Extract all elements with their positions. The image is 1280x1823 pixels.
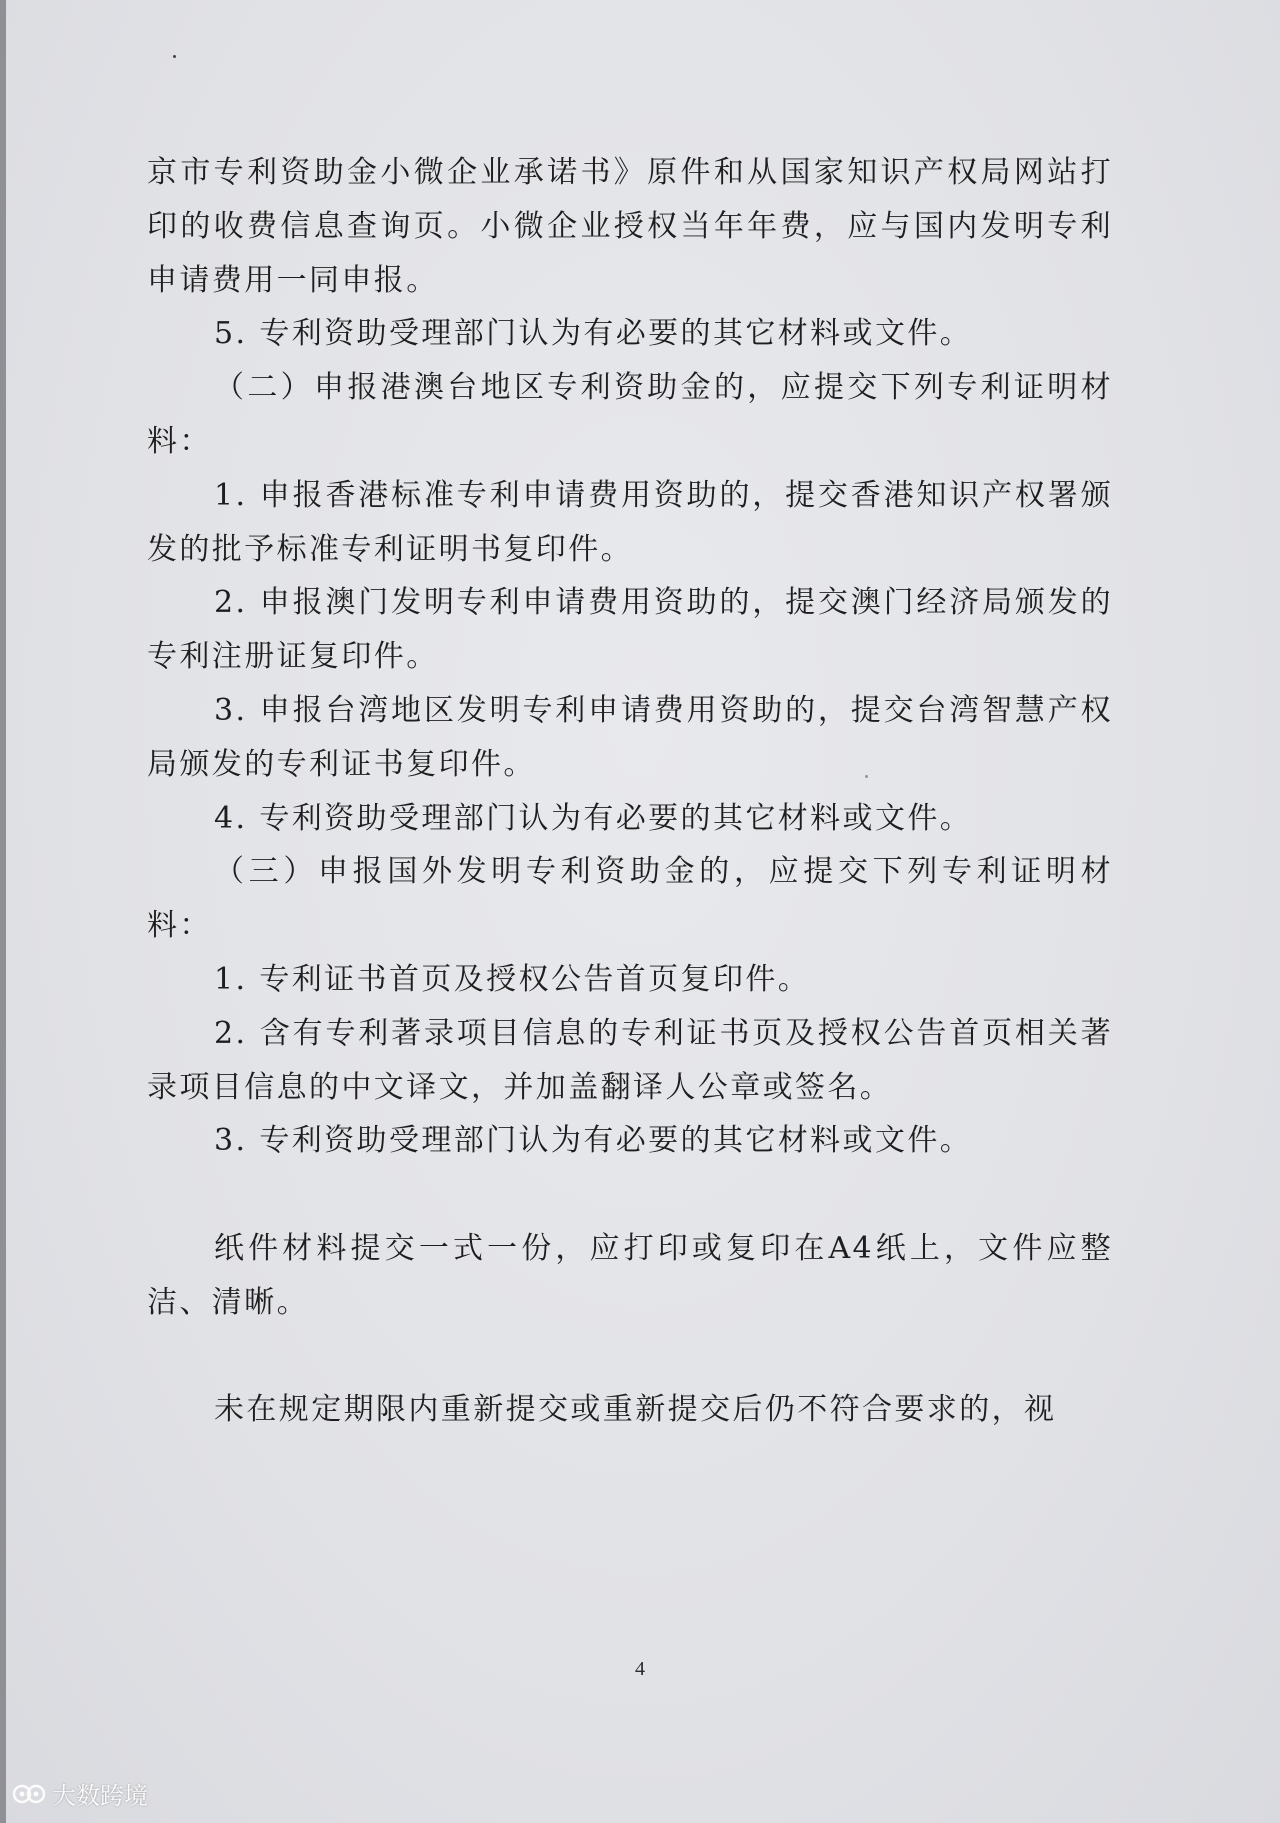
paragraph: 1. 专利证书首页及授权公告首页复印件。 xyxy=(214,961,811,997)
watermark-text: 大数跨境 xyxy=(52,1782,148,1810)
paragraph: 2. 申报澳门发明专利申请费用资助的，提交澳门经济局颁发的专利注册证复印件。 xyxy=(147,585,1113,675)
paragraph: 未在规定期限内重新提交或重新提交后仍不符合要求的，视 xyxy=(214,1392,1057,1428)
paragraph: 纸件材料提交一式一份，应打印或复印在A4纸上，文件应整洁、清晰。 xyxy=(147,1230,1113,1320)
paragraph: 5. 专利资助受理部门认为有必要的其它材料或文件。 xyxy=(214,316,973,352)
section-heading: （三）申报国外发明专利资助金的，应提交下列专利证明材料： xyxy=(147,854,1113,944)
watermark xyxy=(12,1776,148,1811)
section-heading: （二）申报港澳台地区专利资助金的，应提交下列专利证明材料： xyxy=(147,370,1113,459)
paragraph: 1. 申报香港标准专利申请费用资助的，提交香港知识产权署颁发的批予标准专利证明书复印件。 xyxy=(147,477,1113,567)
page-number: 4 xyxy=(635,1658,645,1680)
owl-logo-icon xyxy=(12,1781,46,1807)
paragraph: 京市专利资助金小微企业承诺书》原件和从国家知识产权局网站打印的收费信息查询页。小微企业授权当年年费，应与国内发明专利申请费用一同申报。 xyxy=(147,155,1113,298)
page-edge-shadow xyxy=(0,0,6,1823)
paragraph: 3. 申报台湾地区发明专利申请费用资助的，提交台湾智慧产权局颁发的专利证书复印件。 xyxy=(147,692,1113,782)
paragraph: 3. 专利资助受理部门认为有必要的其它材料或文件。 xyxy=(214,1123,973,1159)
paragraph: 2. 含有专利著录项目信息的专利证书页及授权公告首页相关著录项目信息的中文译文，并加盖翻译人公章或签名。 xyxy=(147,1015,1113,1105)
article-10 xyxy=(147,1168,1113,1222)
paragraph: 4. 专利资助受理部门认为有必要的其它材料或文件。 xyxy=(214,800,973,836)
document-body xyxy=(147,146,1113,1437)
article-11 xyxy=(147,1330,1113,1384)
scan-speck xyxy=(173,55,176,58)
